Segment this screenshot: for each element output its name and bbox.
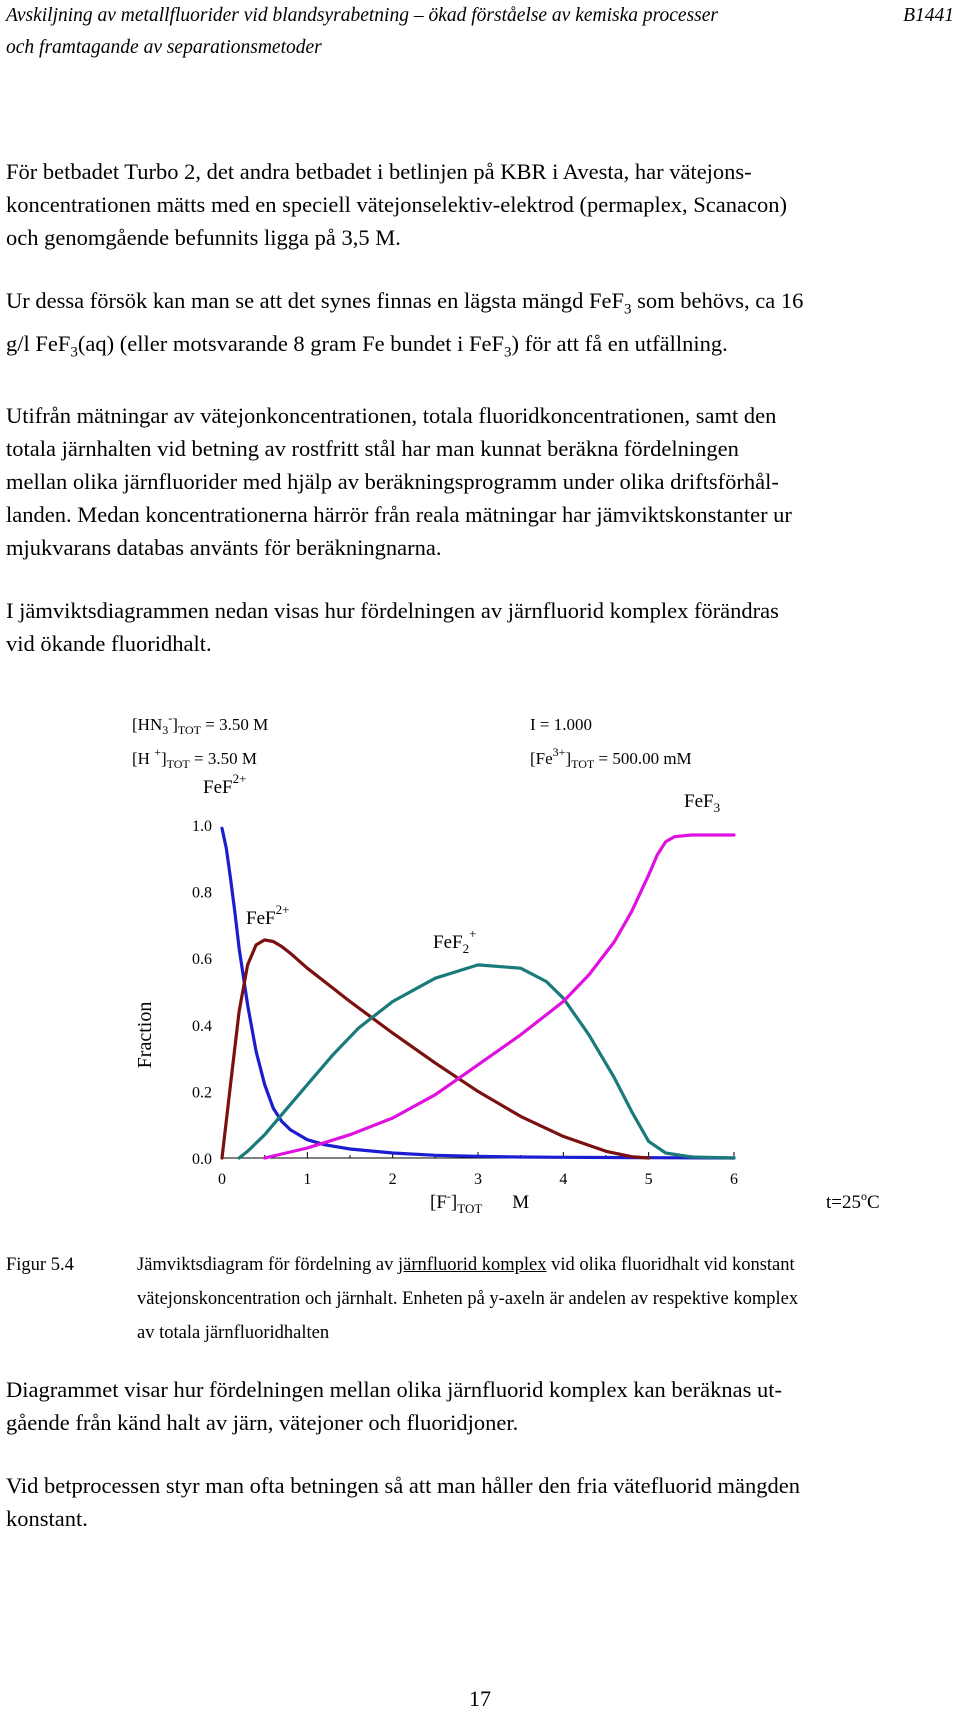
x-tick-label: 6 — [730, 1171, 738, 1188]
paragraph-turbo2: För betbadet Turbo 2, det andra betbadet i betlinjen på KBR i Avesta, har vätejons- koncentrationen mätts med en speciell vätejonselektiv-elektrod (permaplex, Scanacon) och genomgående befunnits ligga på 3,5 M. — [6, 159, 787, 250]
body-text-top — [6, 155, 950, 690]
chart-annotations — [132, 711, 880, 1213]
series-label-4: FeF$_3$ — [684, 791, 721, 815]
x-tick-label: 5 — [644, 1171, 653, 1188]
series-label-2: FeF$^{2+}$ — [246, 902, 290, 929]
series-line-3 — [239, 965, 734, 1158]
header-title-line2: och framtagande av separationsmetoder — [6, 37, 322, 58]
page-number: 17 — [469, 1686, 491, 1711]
paragraph-diagram-intro: I jämviktsdiagrammen nedan visas hur fördelningen av järnfluorid komplex förändras vid ökande fluoridhalt. — [6, 598, 779, 656]
equilibrium-chart — [0, 700, 960, 1240]
paragraph-diagram-shows: Diagrammet visar hur fördelningen mellan olika järnfluorid komplex kan beräknas ut- gående från känd halt av järn, vätejoner och fluoridjoner. — [6, 1377, 783, 1435]
body-text-bottom — [6, 1373, 950, 1565]
hn3-concentration: $[HN_3^-]_{TOT} = 3.50$ M — [132, 711, 269, 737]
x-tick-label: 1 — [303, 1171, 312, 1188]
running-header — [6, 0, 954, 64]
h-concentration: [H $^+]_{TOT} = 3.50$ M — [132, 745, 257, 771]
x-tick-label: 2 — [388, 1171, 397, 1188]
x-tick-label: 3 — [474, 1171, 482, 1188]
series-line-1 — [222, 828, 734, 1158]
caption-text: Jämviktsdiagram för fördelning av järnfluorid komplex vid olika fluoridhalt vid konstant vätejonskoncentration och järnhalt. Enheten på y-axeln är andelen av respektive komplex av totala järnfluoridhalten — [137, 1255, 799, 1343]
series-group — [222, 828, 734, 1158]
chart-svg — [0, 700, 960, 1240]
y-tick-label: 0.0 — [192, 1151, 212, 1168]
y-tick-label: 1.0 — [192, 818, 212, 835]
y-tick-label: 0.2 — [192, 1084, 212, 1102]
series-label-1: FeF$^{2+}$ — [203, 771, 247, 798]
series-labels — [203, 771, 720, 956]
header-title-line1: Avskiljning av metallfluorider vid blandsyrabetning – ökad förståelse av kemiska processer — [6, 5, 718, 26]
ionic-strength: I = 1.000 — [530, 715, 592, 734]
x-tick-label: 0 — [218, 1171, 226, 1188]
y-tick-label: 0.6 — [192, 951, 212, 969]
series-label-3: FeF$_2$+ — [433, 926, 477, 956]
x-axis-label: $[F^-]_{TOT}$ M — [430, 1189, 530, 1216]
y-axis-label: Fraction — [134, 1001, 156, 1069]
series-line-4 — [265, 835, 734, 1158]
fe-concentration: $[Fe^{3+}]_{TOT} = 500.00$ mM — [530, 745, 692, 771]
axis-ticks — [192, 818, 738, 1188]
x-tick-label: 4 — [559, 1171, 568, 1188]
y-tick-label: 0.8 — [192, 884, 212, 902]
caption-underlined-term: järnfluorid komplex — [398, 1255, 547, 1275]
y-tick-label: 0.4 — [192, 1017, 212, 1035]
paragraph-process-control: Vid betprocessen styr man ofta betningen så att man håller den fria vätefluorid mängden konstant. — [6, 1473, 801, 1531]
paragraph-measurements: Utifrån mätningar av vätejonkoncentrationen, totala fluoridkoncentrationen, samt den totala järnhalten vid betning av rostfritt stål har man kunnat beräkna fördelningen mellan olika järnfluorider med hjälp av beräkningsprogramm under olika driftsförhål- landen. Medan koncentrationerna härrör från reala mätningar har jämviktskonstanter ur mjukvarans databas använts för beräkningnarna. — [6, 403, 792, 560]
paragraph-fef3-minimum: Ur dessa försök kan man se att det synes finnas en lägsta mängd FeF$_3$ som behövs, ca 16 g/l FeF$_3$(aq) (eller motsvarande 8 gram Fe bundet i FeF$_3$) för att få en utfällning. — [6, 288, 804, 360]
figure-number: Figur 5.4 — [6, 1255, 74, 1275]
report-code: B1441 — [903, 5, 954, 26]
temperature: $t=25^oC$ — [826, 1189, 880, 1213]
